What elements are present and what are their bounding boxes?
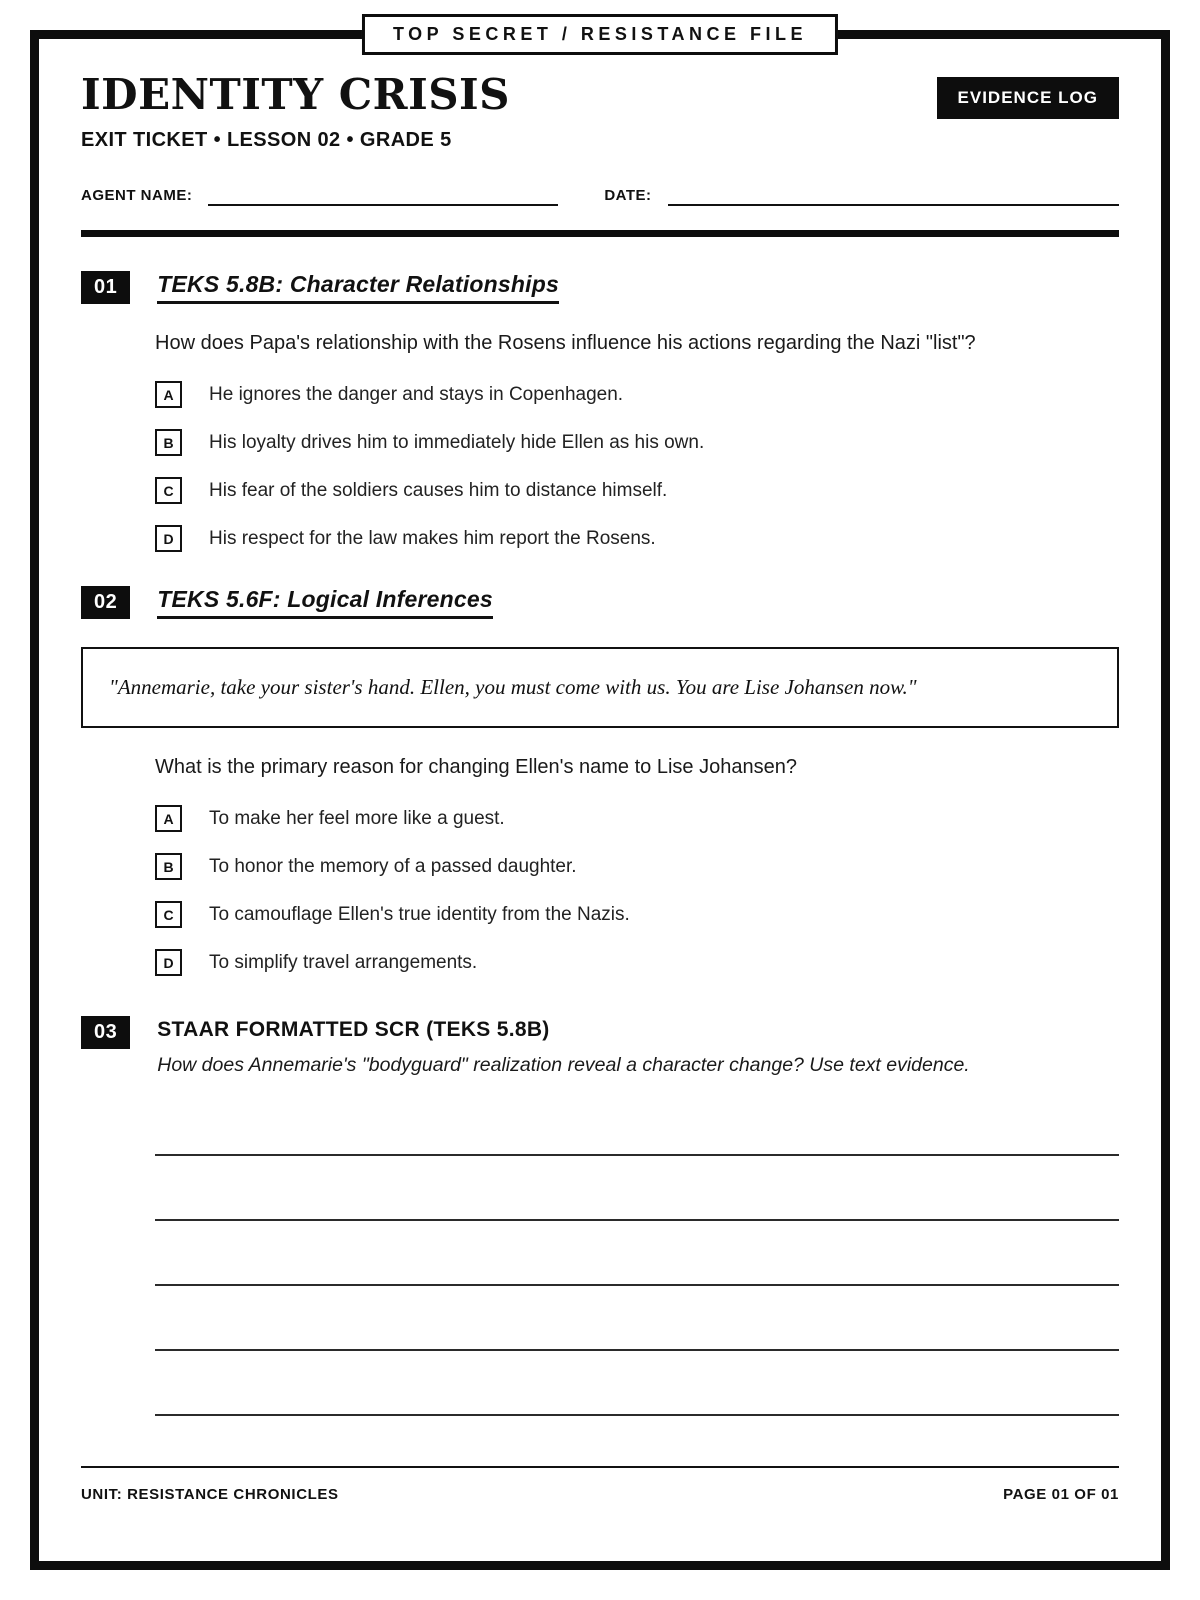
- option-text: His fear of the soldiers causes him to distance himself.: [209, 479, 668, 501]
- question-3-header: [81, 1016, 1119, 1077]
- option-text: To make her feel more like a guest.: [209, 807, 505, 829]
- option-checkbox-a[interactable]: A: [155, 805, 182, 832]
- option-checkbox-b[interactable]: B: [155, 853, 182, 880]
- answer-option: [155, 949, 1119, 976]
- question-2-options: [155, 805, 1119, 976]
- option-checkbox-c[interactable]: C: [155, 477, 182, 504]
- footer-unit-label: UNIT: RESISTANCE CHRONICLES: [81, 1486, 339, 1503]
- answer-option: [155, 381, 1119, 408]
- answer-line[interactable]: [155, 1221, 1119, 1286]
- question-3-title: STAAR FORMATTED SCR (TEKS 5.8B): [157, 1018, 550, 1041]
- question-1-title: TEKS 5.8B: Character Relationships: [157, 271, 559, 304]
- evidence-log-badge: EVIDENCE LOG: [937, 77, 1119, 119]
- option-text: His loyalty drives him to immediately hide Ellen as his own.: [209, 431, 705, 453]
- page-title: IDENTITY CRISIS: [81, 70, 511, 119]
- date-label: DATE:: [604, 187, 652, 204]
- option-checkbox-c[interactable]: C: [155, 901, 182, 928]
- question-1-prompt: How does Papa's relationship with the Rosens influence his actions regarding the Nazi "list"?: [155, 332, 976, 354]
- option-text: To camouflage Ellen's true identity from the Nazis.: [209, 903, 630, 925]
- answer-option: [155, 477, 1119, 504]
- header-divider: [81, 230, 1119, 237]
- footer: [81, 1466, 1119, 1503]
- question-2-header: [81, 586, 1119, 619]
- footer-page-label: PAGE 01 OF 01: [1003, 1486, 1119, 1503]
- option-checkbox-d[interactable]: D: [155, 525, 182, 552]
- question-3-heading-block: [157, 1016, 969, 1077]
- option-text: To simplify travel arrangements.: [209, 951, 478, 973]
- answer-line[interactable]: [155, 1351, 1119, 1416]
- answer-option: [155, 853, 1119, 880]
- question-2-body: [155, 752, 1119, 976]
- question-2-prompt: What is the primary reason for changing Ellen's name to Lise Johansen?: [155, 756, 797, 778]
- question-3-prompt: How does Annemarie's "bodyguard" realization reveal a character change? Use text evidence.: [157, 1054, 970, 1076]
- written-response-area: [155, 1091, 1119, 1416]
- answer-line[interactable]: [155, 1286, 1119, 1351]
- answer-option: [155, 429, 1119, 456]
- question-3-number: 03: [81, 1016, 130, 1049]
- answer-option: [155, 805, 1119, 832]
- question-1-number: 01: [81, 271, 130, 304]
- answer-line[interactable]: [155, 1091, 1119, 1156]
- answer-option: [155, 525, 1119, 552]
- question-1-body: [155, 328, 1119, 552]
- identification-row: [81, 184, 1119, 206]
- option-checkbox-d[interactable]: D: [155, 949, 182, 976]
- agent-name-field[interactable]: [208, 184, 558, 206]
- text-evidence-quote: "Annemarie, take your sister's hand. Ellen, you must come with us. You are Lise Johansen now.": [81, 647, 1119, 728]
- subtitle: EXIT TICKET • LESSON 02 • GRADE 5: [81, 129, 452, 151]
- option-checkbox-b[interactable]: B: [155, 429, 182, 456]
- worksheet-content: [39, 39, 1161, 1561]
- option-text: His respect for the law makes him report the Rosens.: [209, 527, 656, 549]
- option-checkbox-a[interactable]: A: [155, 381, 182, 408]
- agent-name-label: AGENT NAME:: [81, 187, 193, 204]
- option-text: He ignores the danger and stays in Copenhagen.: [209, 383, 624, 405]
- answer-line[interactable]: [155, 1156, 1119, 1221]
- answer-option: [155, 901, 1119, 928]
- date-field[interactable]: [668, 184, 1119, 206]
- option-text: To honor the memory of a passed daughter.: [209, 855, 577, 877]
- question-1-options: [155, 381, 1119, 552]
- question-2-number: 02: [81, 586, 130, 619]
- question-1-header: [81, 271, 1119, 304]
- header: [81, 70, 1119, 119]
- classification-tab: TOP SECRET / RESISTANCE FILE: [362, 14, 838, 55]
- question-2-title: TEKS 5.6F: Logical Inferences: [157, 586, 493, 619]
